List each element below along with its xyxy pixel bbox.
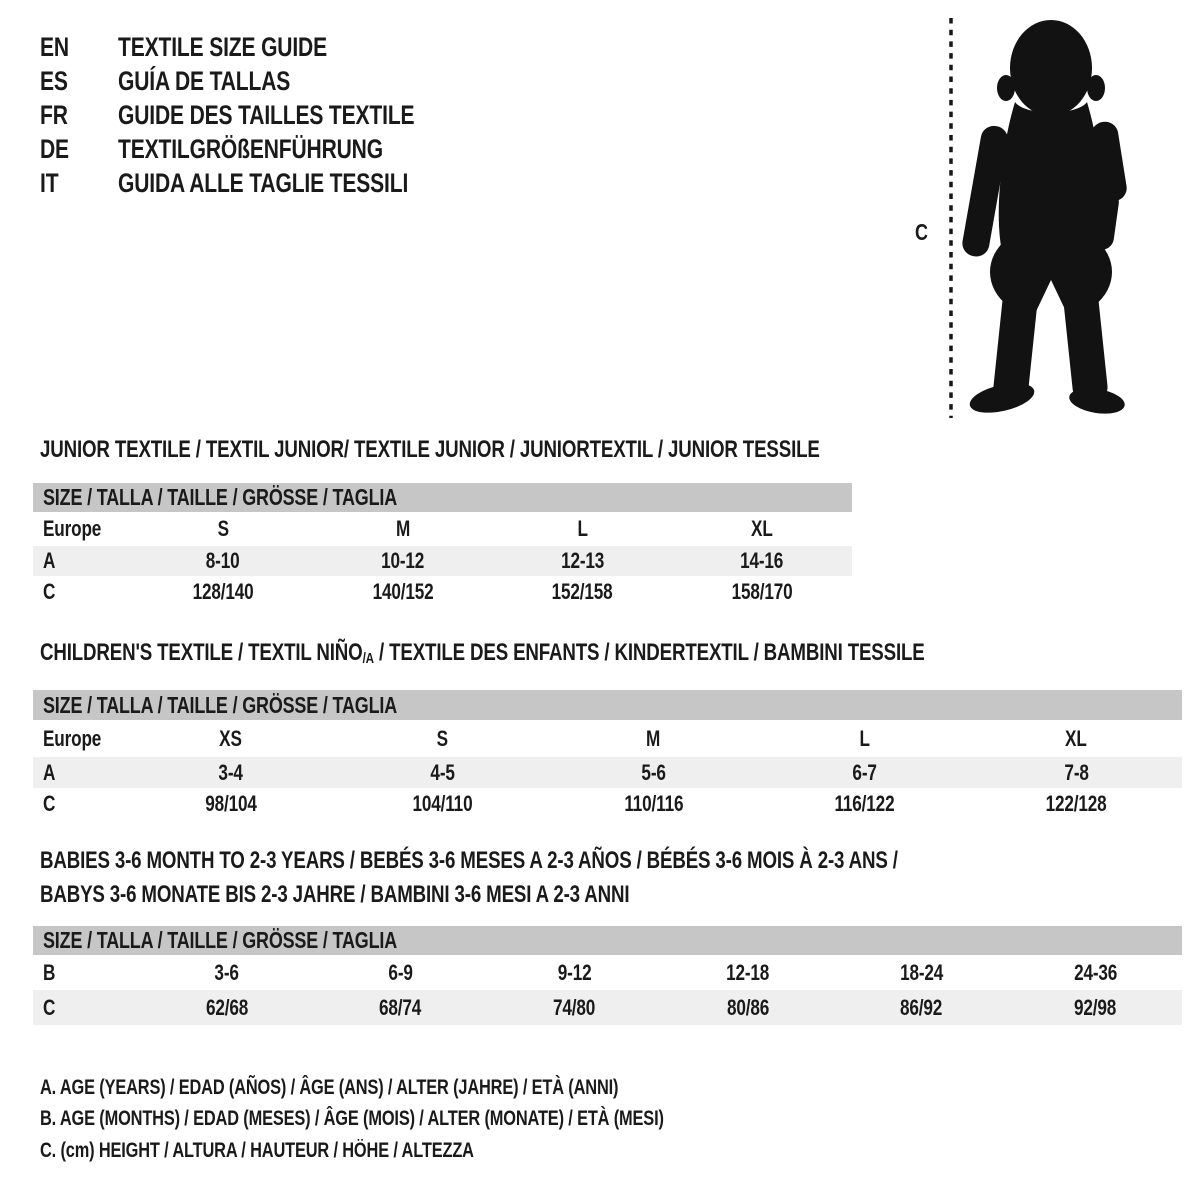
table-row-europe (33, 512, 852, 546)
section-title-children-text (40, 640, 925, 669)
size-cell: 3-6 (214, 959, 240, 985)
size-header-text: SIZE / TALLA / TAILLE / GRÖSSE / TAGLIA (43, 927, 398, 953)
babies-size-table (33, 926, 1182, 1025)
size-cell: 6-9 (388, 959, 413, 985)
size-cell: 7-8 (1064, 759, 1089, 785)
language-code: FR (40, 99, 68, 130)
size-cell: XL (1065, 725, 1088, 751)
row-label: A (43, 759, 56, 785)
language-row-de (40, 132, 498, 166)
table-row-height-cm (33, 576, 852, 607)
size-cell: L (859, 725, 871, 751)
size-header-text: SIZE / TALLA / TAILLE / GRÖSSE / TAGLIA (43, 691, 398, 718)
size-cell: 6-7 (852, 759, 878, 785)
size-cell: 68/74 (379, 994, 422, 1020)
section-title-junior-text: JUNIOR TEXTILE / TEXTIL JUNIOR/ TEXTILE JUNIOR / JUNIORTEXTIL / JUNIOR TESSILE (40, 436, 820, 463)
table-row-age-years (33, 757, 1182, 788)
size-header-text: SIZE / TALLA / TAILLE / GRÖSSE / TAGLIA (43, 484, 398, 510)
size-cell: 8-10 (206, 548, 240, 573)
height-measure-label (915, 219, 931, 246)
size-cell: L (577, 516, 588, 541)
measurement-legend (40, 1072, 840, 1167)
toddler-silhouette-icon (958, 14, 1144, 418)
size-cell: 140/152 (372, 578, 434, 604)
language-code: ES (40, 65, 68, 96)
size-cell: 9-12 (557, 959, 592, 985)
size-cell: 80/86 (726, 994, 769, 1020)
table-row-europe (33, 720, 1182, 757)
language-row-it (40, 166, 498, 200)
size-cell: 74/80 (553, 994, 596, 1020)
language-code: EN (40, 31, 69, 62)
legend-line-c: C. (cm) HEIGHT / ALTURA / HAUTEUR / HÖHE / ALTEZZA (40, 1138, 474, 1162)
size-cell: 92/98 (1074, 994, 1117, 1020)
size-cell: 3-4 (218, 759, 243, 785)
section-title-babies-line1: BABIES 3-6 MONTH TO 2-3 YEARS / BEBÉS 3-6 MESES A 2-3 AÑOS / BÉBÉS 3-6 MOIS À 2-3 ANS / (40, 847, 898, 874)
size-cell: S (436, 725, 448, 751)
height-measure-dashed-line (946, 18, 956, 418)
size-cell: 4-5 (429, 759, 455, 785)
language-code: IT (40, 167, 59, 198)
children-size-table (33, 690, 1182, 820)
size-cell: 116/122 (834, 791, 895, 816)
table-row-age-months (33, 955, 1182, 990)
row-label: B (43, 959, 56, 985)
size-header-band (33, 926, 1182, 955)
silhouette-head (1010, 20, 1092, 116)
guide-title-en: TEXTILE SIZE GUIDE (118, 31, 327, 62)
size-cell: 158/170 (731, 578, 793, 604)
size-cell: 104/110 (412, 791, 473, 816)
title-part: / TEXTILE DES ENFANTS / KINDERTEXTIL / BAMBINI TESSILE (373, 639, 925, 666)
size-cell: 5-6 (641, 759, 666, 785)
legend-line-a: A. AGE (YEARS) / EDAD (AÑOS) / ÂGE (ANS) / ALTER (JAHRE) / ETÀ (ANNI) (40, 1075, 619, 1099)
row-label: C (43, 994, 56, 1020)
size-cell: 62/68 (205, 994, 248, 1020)
language-row-fr (40, 98, 498, 132)
guide-title-es: GUÍA DE TALLAS (118, 65, 291, 96)
size-cell: XL (751, 516, 773, 541)
section-title-children (40, 640, 1174, 669)
title-part-subscript: /A (362, 650, 374, 667)
legend-line-b: B. AGE (MONTHS) / EDAD (MESES) / ÂGE (MOIS) / ALTER (MONATE) / ETÀ (MESI) (40, 1107, 664, 1131)
size-header-band (33, 483, 852, 512)
size-cell: S (217, 516, 229, 541)
row-label: C (43, 578, 56, 604)
size-cell: 18-24 (899, 959, 944, 985)
row-label: Europe (43, 516, 102, 541)
language-code: DE (40, 133, 69, 164)
table-row-age-years (33, 546, 852, 576)
row-label: C (43, 791, 56, 816)
height-measure-label-text: C (915, 219, 928, 245)
size-cell: XS (219, 725, 242, 751)
language-title-list (40, 30, 498, 200)
table-row-height-cm (33, 788, 1182, 820)
row-label: Europe (43, 725, 102, 751)
table-row-height-cm (33, 990, 1182, 1025)
language-row-es (40, 64, 498, 98)
guide-title-fr: GUIDE DES TAILLES TEXTILE (118, 99, 415, 130)
size-cell: 86/92 (900, 994, 943, 1020)
language-row-en (40, 30, 498, 64)
section-title-junior (40, 437, 1040, 463)
size-cell: 14-16 (740, 548, 784, 573)
guide-title-de: TEXTILGRÖßENFÜHRUNG (118, 133, 383, 164)
size-cell: 12-13 (560, 548, 604, 573)
size-cell: 110/116 (623, 791, 684, 816)
guide-title-it: GUIDA ALLE TAGLIE TESSILI (118, 167, 409, 198)
size-cell: 152/158 (551, 578, 613, 604)
size-cell: 10-12 (381, 548, 425, 573)
size-cell: 128/140 (192, 578, 254, 604)
size-cell: 122/128 (1045, 791, 1107, 816)
size-cell: 98/104 (204, 791, 257, 816)
size-header-band (33, 690, 1182, 720)
title-part: CHILDREN'S TEXTILE / TEXTIL NIÑO (40, 639, 363, 666)
junior-size-table (33, 483, 852, 607)
size-cell: M (395, 516, 410, 541)
size-cell: M (646, 725, 661, 751)
size-cell: 24-36 (1073, 959, 1117, 985)
section-title-babies-line2: BABYS 3-6 MONATE BIS 2-3 JAHRE / BAMBINI 3-6 MESI A 2-3 ANNI (40, 881, 630, 908)
size-cell: 12-18 (726, 959, 770, 985)
row-label: A (43, 548, 56, 573)
section-title-babies (40, 844, 1140, 912)
